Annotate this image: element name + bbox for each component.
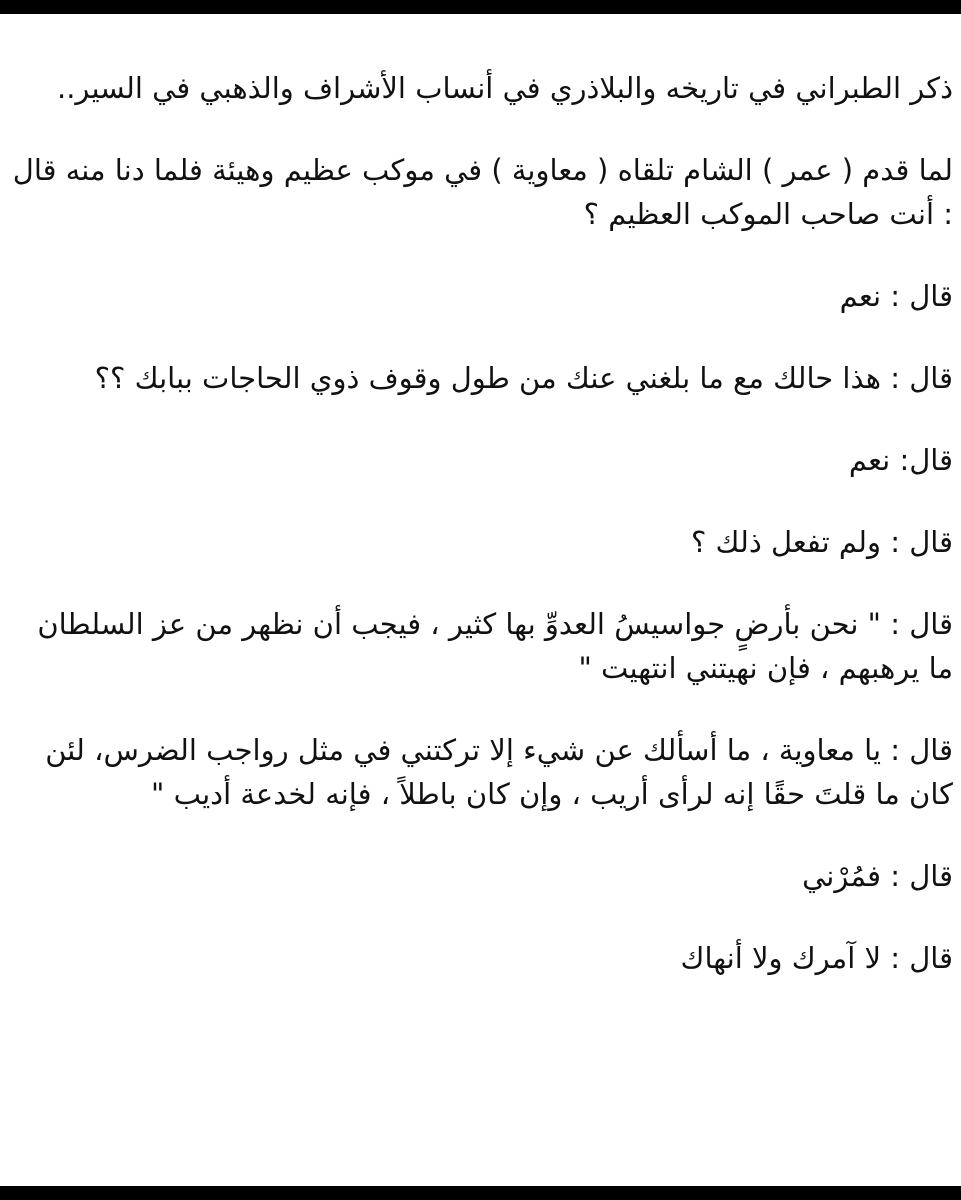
arabic-text-body [8, 66, 953, 980]
paragraph-final-reply: قال : لا آمرك ولا أنهاك [680, 941, 953, 975]
paragraph-umar-response: قال : يا معاوية ، ما أسألك عن شيء إلا تركتني في مثل رواجب الضرس، لئن كان ما قلتَ حقًا إنه لرأى أريب ، وإن كان باطلاً ، فإنه لخدعة أديب " [45, 733, 953, 811]
paragraph-source: ذكر الطبراني في تاريخه والبلاذري في أنساب الأشراف والذهبي في السير.. [57, 71, 953, 105]
paragraph-arrival: لما قدم ( عمر ) الشام تلقاه ( معاوية ) في موكب عظيم وهيئة فلما دنا منه قال : أنت صاحب الموكب العظيم ؟ [12, 153, 953, 231]
paragraph-muawiya-answer: قال : " نحن بأرضٍ جواسيسُ العدوِّ بها كثير ، فيجب أن نظهر من عز السلطان ما يرهبهم ، فإن نهيتني انتهيت " [37, 607, 953, 685]
paragraph-reply-yes-2: قال: نعم [848, 443, 953, 477]
paragraph-question-why: قال : ولم تفعل ذلك ؟ [690, 525, 953, 559]
bottom-border [0, 1186, 961, 1200]
top-border [0, 0, 961, 14]
document-page [0, 14, 961, 1186]
paragraph-reply-yes: قال : نعم [839, 279, 953, 313]
paragraph-question-petitioners: قال : هذا حالك مع ما بلغني عنك من طول وقوف ذوي الحاجات ببابك ؟؟ [94, 361, 953, 395]
paragraph-command-me: قال : فمُرْني [802, 859, 953, 893]
